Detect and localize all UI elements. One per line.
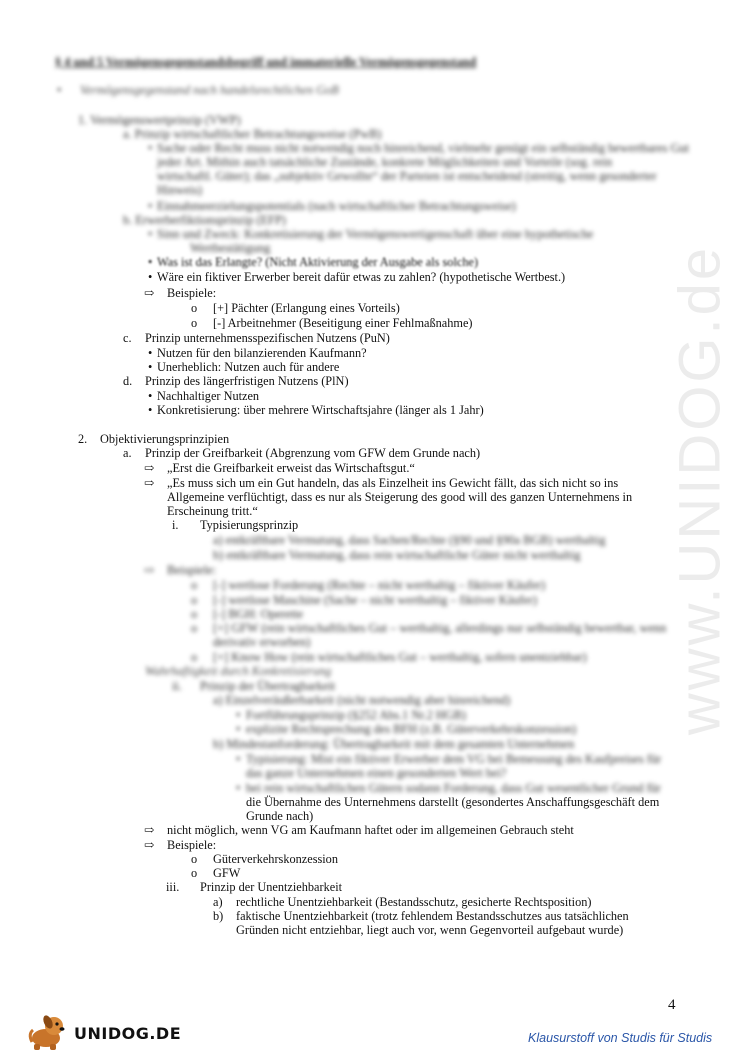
logo-text: UNIDOG.DE bbox=[74, 1024, 182, 1043]
example-paechter: [+] Pächter (Erlangung eines Vorteils) bbox=[213, 301, 400, 315]
subsection-ii-a: a) Einzelveräußerbarkeit (nicht notwendig aber hinreichend) bbox=[213, 693, 511, 707]
bullet: • bbox=[236, 722, 241, 736]
example-gfw: GFW bbox=[213, 866, 241, 880]
section1-a-b1-l3: wirtschaftl. Güter); das „subjektiv Gewollte“ der Parteien ist entscheidend (streitig, wenn gesonderter bbox=[157, 169, 657, 183]
dog-icon bbox=[24, 1012, 72, 1052]
bullet: • bbox=[148, 403, 153, 417]
circle-bullet: o bbox=[191, 852, 198, 866]
bullet: • bbox=[236, 781, 241, 795]
section1-b-b1: Sinn und Zweck: Konkretisierung der Vermögenswertigenschaft über eine hypothetische bbox=[157, 227, 594, 241]
circle-bullet: o bbox=[191, 301, 198, 315]
bullet: • bbox=[148, 389, 153, 403]
section1-c-b2: Unerheblich: Nutzen auch für andere bbox=[157, 360, 340, 374]
section1-b-b3: Wäre ein fiktiver Erwerber bereit dafür etwas zu zahlen? (hypothetische Wertbest.) bbox=[157, 270, 566, 284]
subsection-ii-b2-l3: Grunde nach) bbox=[246, 809, 314, 823]
example-line: [-] BGH: Operette bbox=[213, 607, 304, 621]
bullet: • bbox=[236, 708, 241, 722]
subsection-i-label: i. bbox=[172, 518, 179, 532]
subsection-iii-a-label: a) bbox=[213, 895, 223, 909]
quote-einzelheit-l3: Erscheinung tritt.“ bbox=[167, 504, 258, 518]
section1-b: b. Erwerberfiktionsprinzip (EFP) bbox=[123, 213, 286, 227]
arrow-icon: ⇨ bbox=[144, 476, 155, 490]
circle-bullet: o bbox=[191, 621, 198, 635]
section1-a-b1-l2: jeder Art. Mithin auch tatsächliche Zustände, konkrete Möglichkeiten und Vorteile (sog. rein bbox=[157, 155, 613, 169]
subsection-ii-a2: explizite Rechtsprechung des BFH (z.B. Güterverkehrskonzession) bbox=[246, 722, 577, 736]
circle-bullet: o bbox=[191, 593, 198, 607]
example-line: [+] GFW (rein wirtschaftliches Gut – werthaltig, allerdings nur selbständig bewertbar, wenn bbox=[213, 621, 667, 635]
circle-bullet: o bbox=[191, 650, 198, 664]
bullet: • bbox=[236, 752, 241, 766]
section2-heading: Objektivierungsprinzipien bbox=[100, 432, 230, 446]
subsection-iii-b: faktische Unentziehbarkeit (trotz fehlendem Bestandsschutzes aus tatsächlichen bbox=[236, 909, 629, 923]
quote-einzelheit-l2: Allgemeine verflüchtigt, dass es nur als Steigerung des good will des ganzen Unternehmens in bbox=[167, 490, 633, 504]
example-line: [-] wertlose Maschine (Sache – nicht werthaltig – fiktiver Käufer) bbox=[213, 593, 538, 607]
section1-c: Prinzip unternehmensspezifischen Nutzens (PuN) bbox=[145, 331, 390, 345]
bullet: • bbox=[148, 141, 153, 155]
beispiele-label: Beispiele: bbox=[167, 838, 217, 852]
section1-a: a. Prinzip wirtschaftlicher Betrachtungsweise (PwB) bbox=[123, 127, 382, 141]
quote-einzelheit-l1: „Es muss sich um ein Gut handeln, das als Einzelheit ins Gewicht fällt, das sich nicht so ins bbox=[167, 476, 619, 490]
subsection-iii-a: rechtliche Unentziehbarkeit (Bestandsschutz, gesicherte Rechtsposition) bbox=[236, 895, 592, 909]
subsection-i: Typisierungsprinzip bbox=[200, 518, 299, 532]
page-number: 4 bbox=[668, 997, 676, 1013]
subsection-iii-b-l2: Gründen nicht entziehbar, liegt auch vor, wenn Gegenvorteil aufgebaut wurde) bbox=[236, 923, 624, 937]
quote-greifbarkeit: „Erst die Greifbarkeit erweist das Wirtschaftsgut.“ bbox=[167, 461, 415, 475]
circle-bullet: o bbox=[191, 578, 198, 592]
subsection-i-a: a) entkräftbare Vermutung, dass Sachen/Rechte (§90 und §90a BGB) werthaltig bbox=[213, 533, 606, 547]
arrow-icon: ⇨ bbox=[144, 461, 155, 475]
bullet: • bbox=[148, 270, 153, 284]
arrow-icon: ⇨ bbox=[144, 823, 155, 837]
nicht-moeglich: nicht möglich, wenn VG am Kaufmann haftet oder im allgemeinen Gebrauch steht bbox=[167, 823, 574, 837]
subsection-ii-a1: Fortführungsprinzip (§252 Abs.1 Nr.2 HGB) bbox=[246, 708, 466, 722]
subsection-i-bsp: Beispiele: bbox=[167, 563, 217, 577]
section1-d-b2: Konkretisierung: über mehrere Wirtschaftsjahre (länger als 1 Jahr) bbox=[157, 403, 484, 417]
section1-d-label: d. bbox=[123, 374, 133, 388]
bullet: • bbox=[148, 227, 153, 241]
circle-bullet: o bbox=[191, 607, 198, 621]
section1-b-b1-l2: Wertbestätigung bbox=[190, 241, 271, 255]
subsection-i-b: b) entkräftbare Vermutung, dass rein wirtschaftliche Güter nicht werthaltig bbox=[213, 548, 581, 562]
section2-a: Prinzip der Greifbarkeit (Abgrenzung vom GFW dem Grunde nach) bbox=[145, 446, 481, 460]
watermark-text: www.UNIDOG.de bbox=[667, 244, 733, 736]
circle-bullet: o bbox=[191, 866, 198, 880]
example-gueterverkehr: Güterverkehrskonzession bbox=[213, 852, 338, 866]
section1-heading: 1. Vermögenswertprinzip (VWP) bbox=[78, 113, 241, 127]
circle-bullet: o bbox=[191, 316, 198, 330]
bullet: • bbox=[148, 199, 153, 213]
arrow-icon: ⇨ bbox=[144, 286, 155, 300]
subsection-ii-b1: Typisierung: Mist ein fiktiver Erwerber dem VG bei Bemessung des Kaufpreises für bbox=[246, 752, 662, 766]
arrow-icon: ⇨ bbox=[144, 838, 155, 852]
subsection-ii-b2-l2: die Übernahme des Unternehmens darstellt (gesondertes Anschaffungsgeschäft dem bbox=[246, 795, 660, 809]
subsection-iii-label: iii. bbox=[166, 880, 180, 894]
example-line: [-] wertlose Forderung (Rechte – nicht werthaltig – fiktiver Käufer) bbox=[213, 578, 546, 592]
section1-a-b2: Einnahmeerzielungspotentials (nach wirtschaftlicher Betrachtungsweise) bbox=[157, 199, 516, 213]
example-line: [+] Know How (rein wirtschaftliches Gut – werthaltig, sofern unentziehbar) bbox=[213, 650, 587, 664]
subsection-ii-b1-l2: das ganze Unternehmen einen gesonderten Wert bei? bbox=[246, 766, 507, 780]
example-line: derivativ erworben) bbox=[213, 635, 311, 649]
subtitle-bullet: • bbox=[57, 83, 62, 97]
footer-tagline: Klausurstoff von Studis für Studis bbox=[528, 1031, 713, 1045]
subsection-ii-label: ii. bbox=[172, 679, 182, 693]
example-arbeitnehmer: [-] Arbeitnehmer (Beseitigung einer Fehlmaßnahme) bbox=[213, 316, 473, 330]
section1-a-b1: Sache oder Recht muss nicht notwendig noch hinreichend, vielmehr genügt ein selbständig bewertbares Gut bbox=[157, 141, 690, 155]
subsection-ii-b2: bei rein wirtschaftlichen Gütern sodann Forderung, dass Gut wesentlicher Grund für bbox=[246, 781, 661, 795]
subsection-ii-b: b) Mindestanforderung: Übertragbarkeit mit dem gesamten Unternehmen bbox=[213, 737, 575, 751]
arrow-icon: ⇨ bbox=[144, 563, 155, 577]
subsection-iii: Prinzip der Unentziehbarkeit bbox=[200, 880, 343, 894]
bullet: • bbox=[148, 346, 153, 360]
bullet: • bbox=[148, 255, 153, 269]
section1-b-b2: Was ist das Erlangte? (Nicht Aktivierung der Ausgabe als solche) bbox=[157, 255, 479, 269]
wahrhaftigkeit-heading: Wahrhaftigkeit durch Konkretisierung bbox=[145, 664, 332, 678]
section1-c-b1: Nutzen für den bilanzierenden Kaufmann? bbox=[157, 346, 367, 360]
section1-a-b1-l4: Hinweis) bbox=[157, 183, 203, 197]
section2-num: 2. bbox=[78, 432, 88, 446]
unidog-logo bbox=[24, 1012, 182, 1052]
section1-c-label: c. bbox=[123, 331, 132, 345]
subsection-ii: Prinzip der Übertragbarkeit bbox=[200, 679, 336, 693]
beispiele-label: Beispiele: bbox=[167, 286, 217, 300]
subsection-iii-b-label: b) bbox=[213, 909, 224, 923]
bullet: • bbox=[148, 360, 153, 374]
page-heading: § 4 und 5 Vermögensgegenstandsbegriff und immaterielle Vermögensgegenstand bbox=[55, 55, 477, 69]
section2-a-label: a. bbox=[123, 446, 132, 460]
section1-d-b1: Nachhaltiger Nutzen bbox=[157, 389, 260, 403]
section1-d: Prinzip des längerfristigen Nutzens (PlN) bbox=[145, 374, 349, 388]
subtitle: Vermögensgegenstand nach handelsrechtlichen GoB bbox=[80, 83, 339, 97]
